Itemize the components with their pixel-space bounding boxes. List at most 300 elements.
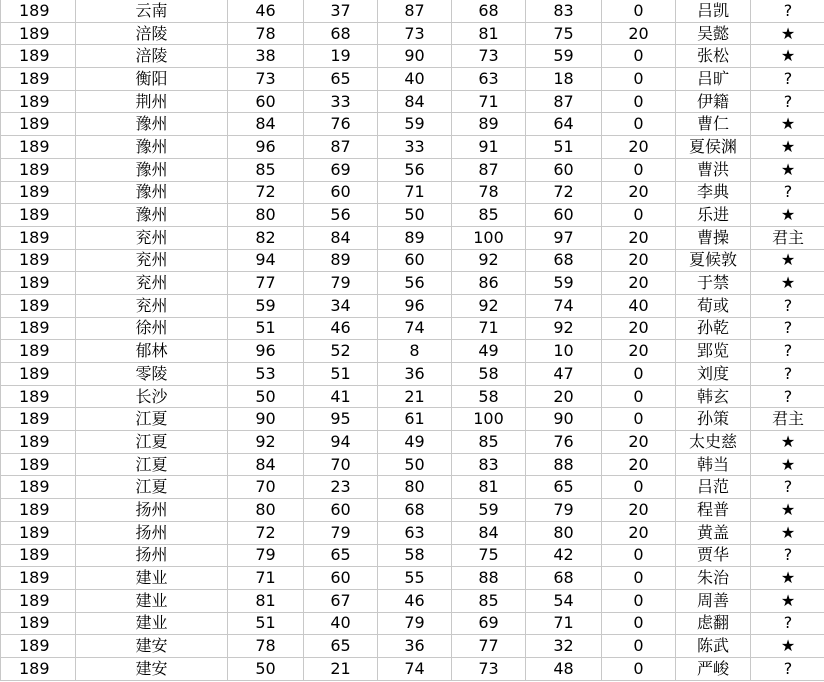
table-cell[interactable]: 68 — [452, 0, 526, 22]
table-cell[interactable]: 49 — [378, 431, 452, 454]
table-cell[interactable]: 189 — [1, 453, 76, 476]
table-cell[interactable]: 80 — [228, 499, 304, 522]
table-cell[interactable]: 88 — [452, 567, 526, 590]
table-cell[interactable]: 96 — [378, 294, 452, 317]
table-cell[interactable]: 74 — [526, 294, 602, 317]
table-cell[interactable]: 92 — [452, 249, 526, 272]
table-cell[interactable]: 87 — [452, 158, 526, 181]
table-cell[interactable]: 于禁 — [676, 272, 751, 295]
table-cell[interactable]: 68 — [526, 249, 602, 272]
table-cell[interactable]: 97 — [526, 226, 602, 249]
table-cell[interactable]: 78 — [228, 635, 304, 658]
table-cell[interactable]: 72 — [228, 181, 304, 204]
table-cell[interactable]: ? — [751, 68, 824, 91]
table-cell[interactable]: 扬州 — [76, 521, 228, 544]
table-cell[interactable]: 荆州 — [76, 90, 228, 113]
table-cell[interactable]: 严峻 — [676, 657, 751, 680]
table-cell[interactable]: 韩当 — [676, 453, 751, 476]
table-cell[interactable]: ? — [751, 612, 824, 635]
table-cell[interactable]: 77 — [452, 635, 526, 658]
table-cell[interactable]: ? — [751, 294, 824, 317]
table-cell[interactable]: 陈武 — [676, 635, 751, 658]
table-cell[interactable]: 君主 — [751, 408, 824, 431]
table-cell[interactable]: 189 — [1, 0, 76, 22]
table-cell[interactable]: 89 — [304, 249, 378, 272]
table-cell[interactable]: 33 — [378, 136, 452, 159]
table-cell[interactable]: 51 — [228, 317, 304, 340]
table-cell[interactable]: 江夏 — [76, 431, 228, 454]
table-cell[interactable]: 100 — [452, 226, 526, 249]
table-cell[interactable]: 0 — [602, 90, 676, 113]
table-cell[interactable]: ★ — [751, 499, 824, 522]
table-cell[interactable]: 55 — [378, 567, 452, 590]
table-cell[interactable]: 96 — [228, 136, 304, 159]
table-cell[interactable]: 豫州 — [76, 113, 228, 136]
table-cell[interactable]: 73 — [378, 22, 452, 45]
table-cell[interactable]: 江夏 — [76, 476, 228, 499]
table-cell[interactable]: 94 — [304, 431, 378, 454]
table-cell[interactable]: 51 — [304, 363, 378, 386]
table-cell[interactable]: 189 — [1, 612, 76, 635]
table-cell[interactable]: 71 — [378, 181, 452, 204]
table-cell[interactable]: 100 — [452, 408, 526, 431]
table-cell[interactable]: 59 — [452, 499, 526, 522]
table-cell[interactable]: 54 — [526, 589, 602, 612]
table-cell[interactable]: 60 — [526, 204, 602, 227]
table-cell[interactable]: 20 — [602, 499, 676, 522]
table-cell[interactable]: 86 — [452, 272, 526, 295]
table-cell[interactable]: 49 — [452, 340, 526, 363]
table-cell[interactable]: 68 — [378, 499, 452, 522]
table-cell[interactable]: 79 — [378, 612, 452, 635]
table-cell[interactable]: 189 — [1, 567, 76, 590]
table-cell[interactable]: 20 — [602, 249, 676, 272]
table-cell[interactable]: ★ — [751, 22, 824, 45]
table-cell[interactable]: 47 — [526, 363, 602, 386]
table-cell[interactable]: 68 — [526, 567, 602, 590]
table-cell[interactable]: 20 — [602, 431, 676, 454]
table-cell[interactable]: 59 — [378, 113, 452, 136]
table-cell[interactable]: 88 — [526, 453, 602, 476]
table-cell[interactable]: 建业 — [76, 567, 228, 590]
table-cell[interactable]: 58 — [452, 385, 526, 408]
table-cell[interactable]: 36 — [378, 363, 452, 386]
table-cell[interactable]: 61 — [378, 408, 452, 431]
table-cell[interactable]: 兖州 — [76, 249, 228, 272]
table-cell[interactable]: 84 — [304, 226, 378, 249]
table-cell[interactable]: 79 — [304, 521, 378, 544]
table-cell[interactable]: 贾华 — [676, 544, 751, 567]
table-cell[interactable]: 衡阳 — [76, 68, 228, 91]
table-cell[interactable]: 豫州 — [76, 158, 228, 181]
table-cell[interactable]: 20 — [602, 272, 676, 295]
table-cell[interactable]: 吴懿 — [676, 22, 751, 45]
table-cell[interactable]: 豫州 — [76, 181, 228, 204]
table-cell[interactable]: 40 — [378, 68, 452, 91]
table-cell[interactable]: 92 — [452, 294, 526, 317]
table-cell[interactable]: 18 — [526, 68, 602, 91]
table-cell[interactable]: 涪陵 — [76, 45, 228, 68]
table-cell[interactable]: 32 — [526, 635, 602, 658]
table-cell[interactable]: 189 — [1, 635, 76, 658]
table-cell[interactable]: 周善 — [676, 589, 751, 612]
table-cell[interactable]: 96 — [228, 340, 304, 363]
table-cell[interactable]: ? — [751, 0, 824, 22]
table-cell[interactable]: 20 — [602, 226, 676, 249]
table-cell[interactable]: 79 — [526, 499, 602, 522]
table-cell[interactable]: 虑翻 — [676, 612, 751, 635]
table-cell[interactable]: ★ — [751, 113, 824, 136]
table-cell[interactable]: 20 — [602, 181, 676, 204]
table-cell[interactable]: 81 — [452, 476, 526, 499]
table-cell[interactable]: 韩玄 — [676, 385, 751, 408]
table-cell[interactable]: 吕旷 — [676, 68, 751, 91]
table-cell[interactable]: 63 — [452, 68, 526, 91]
table-cell[interactable]: 0 — [602, 612, 676, 635]
table-cell[interactable]: 70 — [304, 453, 378, 476]
table-cell[interactable]: ★ — [751, 204, 824, 227]
table-cell[interactable]: 83 — [526, 0, 602, 22]
table-cell[interactable]: 42 — [526, 544, 602, 567]
table-cell[interactable]: 扬州 — [76, 499, 228, 522]
table-cell[interactable]: 乐进 — [676, 204, 751, 227]
table-cell[interactable]: 189 — [1, 158, 76, 181]
table-cell[interactable]: 37 — [304, 0, 378, 22]
table-cell[interactable]: 60 — [304, 567, 378, 590]
table-cell[interactable]: 65 — [304, 544, 378, 567]
table-cell[interactable]: 69 — [452, 612, 526, 635]
table-cell[interactable]: 0 — [602, 363, 676, 386]
table-cell[interactable]: 189 — [1, 363, 76, 386]
table-cell[interactable]: ★ — [751, 45, 824, 68]
table-cell[interactable]: 78 — [228, 22, 304, 45]
table-cell[interactable]: 曹洪 — [676, 158, 751, 181]
table-cell[interactable]: 189 — [1, 317, 76, 340]
table-cell[interactable]: 87 — [304, 136, 378, 159]
table-cell[interactable]: 189 — [1, 68, 76, 91]
table-cell[interactable]: 53 — [228, 363, 304, 386]
table-cell[interactable]: ★ — [751, 158, 824, 181]
table-cell[interactable]: 60 — [304, 499, 378, 522]
table-cell[interactable]: 71 — [228, 567, 304, 590]
table-cell[interactable]: 0 — [602, 657, 676, 680]
table-cell[interactable]: 20 — [602, 22, 676, 45]
table-cell[interactable]: 59 — [228, 294, 304, 317]
table-cell[interactable]: 63 — [378, 521, 452, 544]
table-cell[interactable]: 扬州 — [76, 544, 228, 567]
table-cell[interactable]: 92 — [526, 317, 602, 340]
table-cell[interactable]: ? — [751, 476, 824, 499]
table-cell[interactable]: 33 — [304, 90, 378, 113]
table-cell[interactable]: 89 — [378, 226, 452, 249]
table-cell[interactable]: 0 — [602, 476, 676, 499]
table-cell[interactable]: 孙乾 — [676, 317, 751, 340]
table-cell[interactable]: 51 — [526, 136, 602, 159]
table-cell[interactable]: 82 — [228, 226, 304, 249]
table-cell[interactable]: 0 — [602, 204, 676, 227]
table-cell[interactable]: 75 — [526, 22, 602, 45]
table-cell[interactable]: 60 — [304, 181, 378, 204]
table-cell[interactable]: ★ — [751, 589, 824, 612]
table-cell[interactable]: 189 — [1, 181, 76, 204]
table-cell[interactable]: 50 — [378, 204, 452, 227]
table-cell[interactable]: 0 — [602, 635, 676, 658]
table-cell[interactable]: 71 — [526, 612, 602, 635]
table-cell[interactable]: 72 — [228, 521, 304, 544]
table-cell[interactable]: 豫州 — [76, 204, 228, 227]
table-cell[interactable]: 0 — [602, 0, 676, 22]
table-cell[interactable]: 79 — [304, 272, 378, 295]
table-cell[interactable]: 黄盖 — [676, 521, 751, 544]
table-cell[interactable]: 建安 — [76, 657, 228, 680]
table-cell[interactable]: 8 — [378, 340, 452, 363]
table-cell[interactable]: 84 — [378, 90, 452, 113]
table-cell[interactable]: ? — [751, 544, 824, 567]
table-cell[interactable]: 75 — [452, 544, 526, 567]
table-cell[interactable]: 94 — [228, 249, 304, 272]
table-cell[interactable]: 张松 — [676, 45, 751, 68]
table-cell[interactable]: ★ — [751, 521, 824, 544]
table-cell[interactable]: 建业 — [76, 589, 228, 612]
table-cell[interactable]: 83 — [452, 453, 526, 476]
table-cell[interactable]: 90 — [228, 408, 304, 431]
table-cell[interactable]: 21 — [378, 385, 452, 408]
table-cell[interactable]: 郢览 — [676, 340, 751, 363]
table-cell[interactable]: ★ — [751, 567, 824, 590]
table-cell[interactable]: 0 — [602, 68, 676, 91]
table-cell[interactable]: 0 — [602, 408, 676, 431]
table-cell[interactable]: 40 — [304, 612, 378, 635]
table-cell[interactable]: 0 — [602, 158, 676, 181]
table-cell[interactable]: 长沙 — [76, 385, 228, 408]
table-cell[interactable]: 兖州 — [76, 226, 228, 249]
table-cell[interactable]: 189 — [1, 113, 76, 136]
table-cell[interactable]: 189 — [1, 204, 76, 227]
table-cell[interactable]: 60 — [228, 90, 304, 113]
table-cell[interactable]: 91 — [452, 136, 526, 159]
table-cell[interactable]: 189 — [1, 22, 76, 45]
table-cell[interactable]: ? — [751, 181, 824, 204]
table-cell[interactable]: 兖州 — [76, 272, 228, 295]
table-cell[interactable]: 20 — [602, 521, 676, 544]
table-cell[interactable]: ? — [751, 385, 824, 408]
table-cell[interactable]: 189 — [1, 499, 76, 522]
table-cell[interactable]: 56 — [378, 272, 452, 295]
table-cell[interactable]: ★ — [751, 635, 824, 658]
table-cell[interactable]: 87 — [526, 90, 602, 113]
table-cell[interactable]: 80 — [378, 476, 452, 499]
table-cell[interactable]: 71 — [452, 317, 526, 340]
table-cell[interactable]: 荀或 — [676, 294, 751, 317]
table-cell[interactable]: 0 — [602, 113, 676, 136]
table-cell[interactable]: 41 — [304, 385, 378, 408]
table-cell[interactable]: 50 — [378, 453, 452, 476]
table-cell[interactable]: 吕范 — [676, 476, 751, 499]
table-cell[interactable]: 76 — [304, 113, 378, 136]
table-cell[interactable]: 59 — [526, 272, 602, 295]
table-cell[interactable]: 189 — [1, 226, 76, 249]
table-cell[interactable]: ★ — [751, 453, 824, 476]
table-cell[interactable]: 孙策 — [676, 408, 751, 431]
table-cell[interactable]: 80 — [228, 204, 304, 227]
table-cell[interactable]: 52 — [304, 340, 378, 363]
table-cell[interactable]: 85 — [228, 158, 304, 181]
table-cell[interactable]: 46 — [228, 0, 304, 22]
table-cell[interactable]: 46 — [304, 317, 378, 340]
table-cell[interactable]: 189 — [1, 408, 76, 431]
table-cell[interactable]: 曹仁 — [676, 113, 751, 136]
table-cell[interactable]: 19 — [304, 45, 378, 68]
table-cell[interactable]: 20 — [602, 136, 676, 159]
table-cell[interactable]: 20 — [526, 385, 602, 408]
table-cell[interactable]: 58 — [452, 363, 526, 386]
table-cell[interactable]: 84 — [228, 113, 304, 136]
table-cell[interactable]: 50 — [228, 657, 304, 680]
table-cell[interactable]: 77 — [228, 272, 304, 295]
table-cell[interactable]: 85 — [452, 204, 526, 227]
table-cell[interactable]: 涪陵 — [76, 22, 228, 45]
table-cell[interactable]: 60 — [378, 249, 452, 272]
table-cell[interactable]: ★ — [751, 272, 824, 295]
table-cell[interactable]: 59 — [526, 45, 602, 68]
table-cell[interactable]: 0 — [602, 544, 676, 567]
table-cell[interactable]: ? — [751, 363, 824, 386]
table-cell[interactable]: 189 — [1, 521, 76, 544]
table-cell[interactable]: 建业 — [76, 612, 228, 635]
table-cell[interactable]: 10 — [526, 340, 602, 363]
table-cell[interactable]: 74 — [378, 317, 452, 340]
table-cell[interactable]: 90 — [378, 45, 452, 68]
table-cell[interactable]: 君主 — [751, 226, 824, 249]
table-cell[interactable]: 78 — [452, 181, 526, 204]
table-cell[interactable]: 85 — [452, 431, 526, 454]
table-cell[interactable]: 73 — [228, 68, 304, 91]
table-cell[interactable]: 189 — [1, 340, 76, 363]
table-cell[interactable]: 徐州 — [76, 317, 228, 340]
table-cell[interactable]: ★ — [751, 136, 824, 159]
table-cell[interactable]: 郁林 — [76, 340, 228, 363]
table-cell[interactable]: 89 — [452, 113, 526, 136]
table-cell[interactable]: 伊籍 — [676, 90, 751, 113]
table-cell[interactable]: 189 — [1, 589, 76, 612]
table-cell[interactable]: 68 — [304, 22, 378, 45]
table-cell[interactable]: 189 — [1, 431, 76, 454]
table-cell[interactable]: ? — [751, 90, 824, 113]
table-cell[interactable]: 20 — [602, 317, 676, 340]
table-cell[interactable]: ? — [751, 340, 824, 363]
table-cell[interactable]: 73 — [452, 45, 526, 68]
table-cell[interactable]: 51 — [228, 612, 304, 635]
table-cell[interactable]: 50 — [228, 385, 304, 408]
table-cell[interactable]: 65 — [304, 635, 378, 658]
table-cell[interactable]: 70 — [228, 476, 304, 499]
table-cell[interactable]: 34 — [304, 294, 378, 317]
table-cell[interactable]: 87 — [378, 0, 452, 22]
table-cell[interactable]: 58 — [378, 544, 452, 567]
table-cell[interactable]: 95 — [304, 408, 378, 431]
table-cell[interactable]: 189 — [1, 249, 76, 272]
table-cell[interactable]: 江夏 — [76, 408, 228, 431]
table-cell[interactable]: 太史慈 — [676, 431, 751, 454]
table-cell[interactable]: 36 — [378, 635, 452, 658]
table-cell[interactable]: 0 — [602, 567, 676, 590]
table-cell[interactable]: 74 — [378, 657, 452, 680]
table-cell[interactable]: 65 — [304, 68, 378, 91]
table-cell[interactable]: ? — [751, 657, 824, 680]
table-cell[interactable]: 20 — [602, 453, 676, 476]
table-cell[interactable]: 56 — [378, 158, 452, 181]
table-cell[interactable]: 豫州 — [76, 136, 228, 159]
table-cell[interactable]: 56 — [304, 204, 378, 227]
table-cell[interactable]: 189 — [1, 294, 76, 317]
table-cell[interactable]: 84 — [228, 453, 304, 476]
table-cell[interactable]: 40 — [602, 294, 676, 317]
table-cell[interactable]: ? — [751, 317, 824, 340]
table-cell[interactable]: 朱治 — [676, 567, 751, 590]
table-cell[interactable]: 189 — [1, 90, 76, 113]
table-cell[interactable]: 0 — [602, 589, 676, 612]
table-cell[interactable]: 48 — [526, 657, 602, 680]
table-cell[interactable]: 60 — [526, 158, 602, 181]
table-cell[interactable]: ★ — [751, 249, 824, 272]
table-cell[interactable]: 189 — [1, 272, 76, 295]
table-cell[interactable]: 85 — [452, 589, 526, 612]
table-cell[interactable]: 79 — [228, 544, 304, 567]
table-cell[interactable]: 76 — [526, 431, 602, 454]
table-cell[interactable]: 73 — [452, 657, 526, 680]
table-cell[interactable]: 云南 — [76, 0, 228, 22]
table-cell[interactable]: 189 — [1, 45, 76, 68]
table-cell[interactable]: 189 — [1, 476, 76, 499]
table-cell[interactable]: 71 — [452, 90, 526, 113]
table-cell[interactable]: 刘度 — [676, 363, 751, 386]
table-cell[interactable]: 90 — [526, 408, 602, 431]
table-cell[interactable]: 0 — [602, 45, 676, 68]
table-cell[interactable]: 92 — [228, 431, 304, 454]
table-cell[interactable]: ★ — [751, 431, 824, 454]
table-cell[interactable]: 零陵 — [76, 363, 228, 386]
table-cell[interactable]: 夏侯渊 — [676, 136, 751, 159]
table-cell[interactable]: 80 — [526, 521, 602, 544]
table-cell[interactable]: 189 — [1, 544, 76, 567]
table-cell[interactable]: 建安 — [76, 635, 228, 658]
table-cell[interactable]: 69 — [304, 158, 378, 181]
table-cell[interactable]: 189 — [1, 657, 76, 680]
table-cell[interactable]: 189 — [1, 136, 76, 159]
table-cell[interactable]: 吕凯 — [676, 0, 751, 22]
table-cell[interactable]: 兖州 — [76, 294, 228, 317]
table-cell[interactable]: 21 — [304, 657, 378, 680]
table-cell[interactable]: 38 — [228, 45, 304, 68]
table-cell[interactable]: 0 — [602, 385, 676, 408]
table-cell[interactable]: 23 — [304, 476, 378, 499]
table-cell[interactable]: 67 — [304, 589, 378, 612]
table-cell[interactable]: 84 — [452, 521, 526, 544]
table-cell[interactable]: 81 — [452, 22, 526, 45]
table-cell[interactable]: 曹操 — [676, 226, 751, 249]
table-cell[interactable]: 程普 — [676, 499, 751, 522]
table-cell[interactable]: 李典 — [676, 181, 751, 204]
table-cell[interactable]: 夏候敦 — [676, 249, 751, 272]
table-cell[interactable]: 20 — [602, 340, 676, 363]
table-cell[interactable]: 江夏 — [76, 453, 228, 476]
table-cell[interactable]: 46 — [378, 589, 452, 612]
table-cell[interactable]: 72 — [526, 181, 602, 204]
table-cell[interactable]: 65 — [526, 476, 602, 499]
table-cell[interactable]: 64 — [526, 113, 602, 136]
table-cell[interactable]: 189 — [1, 385, 76, 408]
table-cell[interactable]: 81 — [228, 589, 304, 612]
